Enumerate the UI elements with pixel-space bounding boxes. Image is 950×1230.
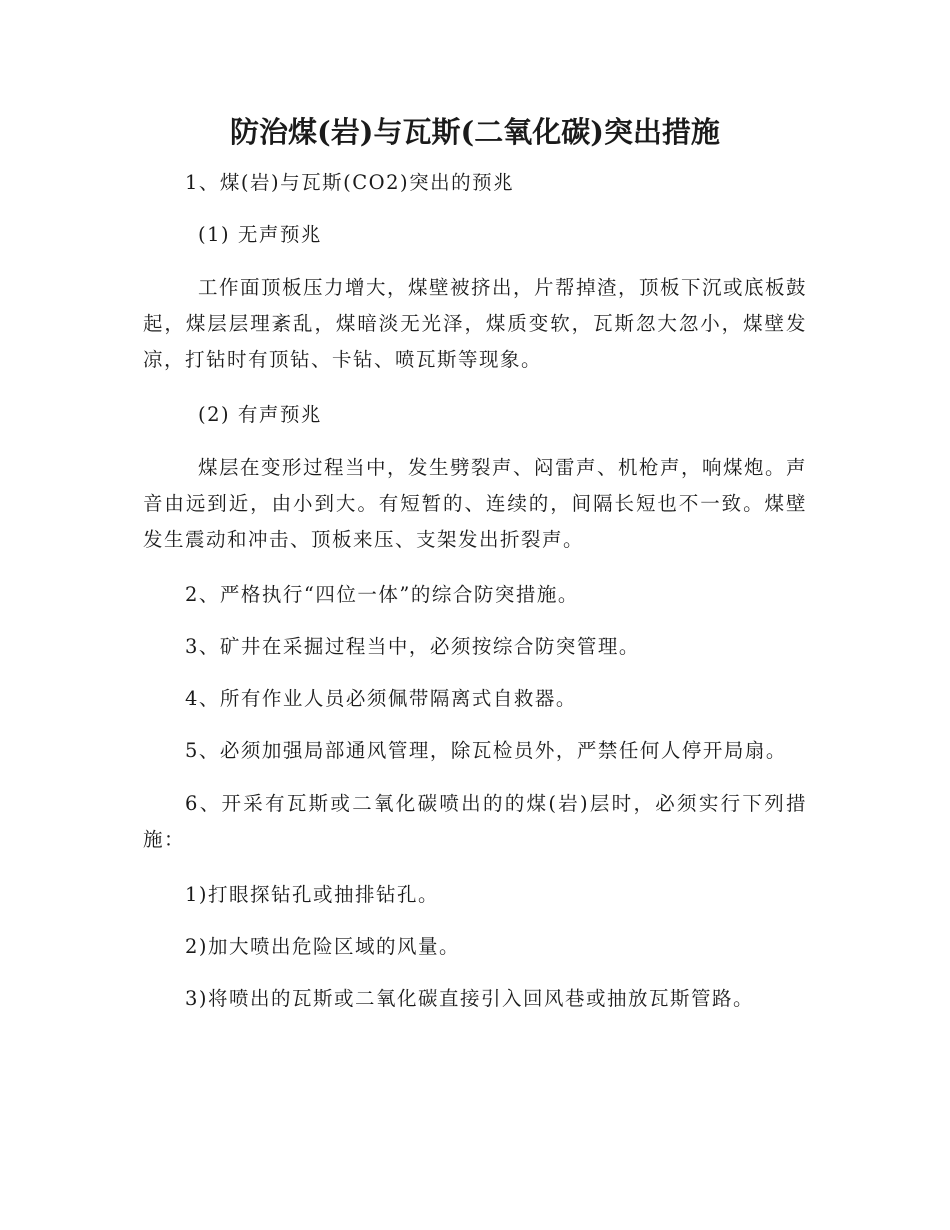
section-6-text: 6、开采有瓦斯或二氧化碳喷出的的煤(岩)层时，必须实行下列措施：	[143, 792, 807, 851]
section-4-text: 4、所有作业人员必须佩带隔离式自救器。	[185, 687, 577, 710]
section-6-item-3: 3)将喷出的瓦斯或二氧化碳直接引入回风巷或抽放瓦斯管路。	[185, 987, 755, 1010]
section-6-item-1: 1)打眼探钻孔或抽排钻孔。	[185, 883, 440, 906]
section-5-text: 5、必须加强局部通风管理，除瓦检员外，严禁任何人停开局扇。	[185, 739, 787, 762]
section-1-heading: 1、煤(岩)与瓦斯(CO2)突出的预兆	[185, 171, 515, 194]
section-6-item-2: 2)加大喷出危险区域的风量。	[185, 935, 461, 958]
section-1-sub-2-body: 煤层在变形过程当中，发生劈裂声、闷雷声、机枪声，响煤炮。声音由远到近，由小到大。有短暂的、连续的，间隔长短也不一致。煤壁发生震动和冲击、顶板来压、支架发出折裂声。	[143, 456, 808, 551]
section-3-text: 3、矿井在采掘过程当中，必须按综合防突管理。	[185, 635, 640, 658]
section-1-sub-1-heading: (1) 无声预兆	[198, 223, 322, 246]
section-1-sub-1-body: 工作面顶板压力增大，煤壁被挤出，片帮掉渣，顶板下沉或底板鼓起，煤层层理紊乱，煤暗淡无光泽，煤质变软，瓦斯忽大忽小，煤壁发凉，打钻时有顶钻、卡钻、喷瓦斯等现象。	[143, 276, 808, 371]
section-1-sub-2-heading: (2) 有声预兆	[198, 403, 322, 426]
section-2-text: 2、严格执行“四位一体”的综合防突措施。	[185, 583, 579, 606]
document-title: 防治煤(岩)与瓦斯(二氧化碳)突出措施	[230, 115, 720, 149]
